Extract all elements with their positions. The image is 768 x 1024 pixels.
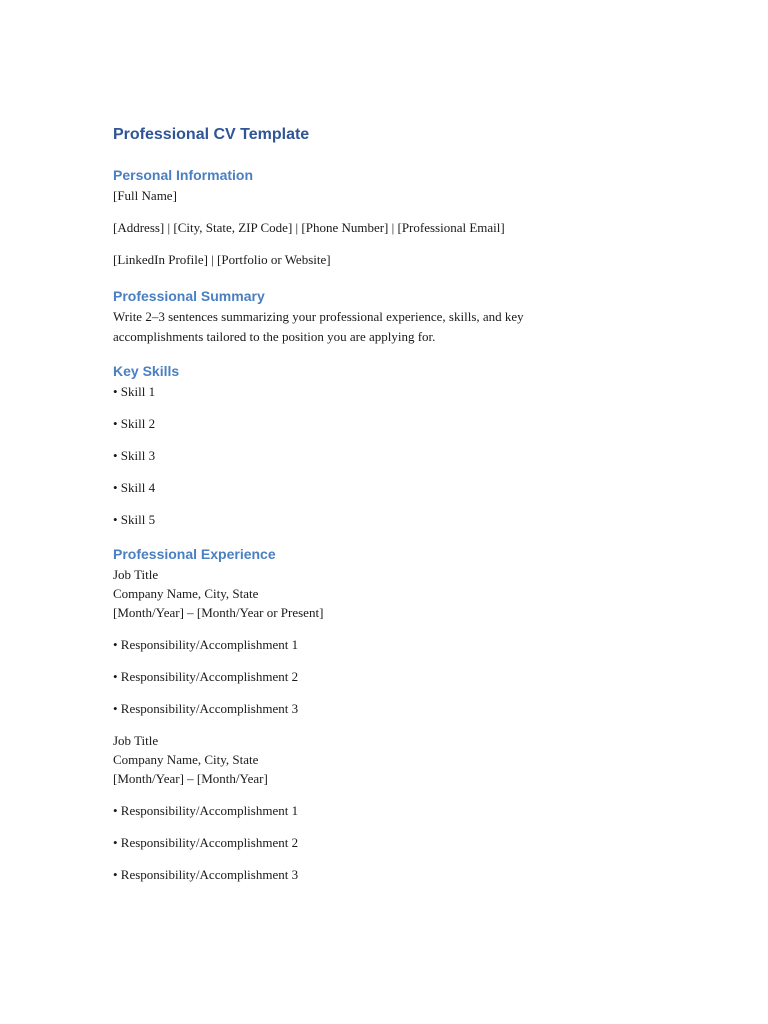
full-name-placeholder: [Full Name] [113, 188, 177, 203]
job-title: Job Title [113, 567, 159, 582]
job-company: Company Name, City, State [113, 752, 259, 767]
job-bullet: • Responsibility/Accomplishment 1 [113, 803, 299, 818]
skill-item: • Skill 3 [113, 448, 156, 463]
skill-item: • Skill 2 [113, 416, 156, 431]
contact-line: [Address] | [City, State, ZIP Code] | [Phone Number] | [Professional Email] [113, 220, 505, 235]
job-bullet: • Responsibility/Accomplishment 1 [113, 637, 299, 652]
job-bullet: • Responsibility/Accomplishment 2 [113, 835, 299, 850]
document-title: Professional CV Template [113, 126, 310, 143]
personal-info-heading: Personal Information [113, 167, 254, 183]
job-entry [113, 565, 673, 718]
job-company: Company Name, City, State [113, 586, 259, 601]
skills-heading: Key Skills [113, 363, 180, 379]
skill-item: • Skill 5 [113, 512, 156, 527]
job-title: Job Title [113, 733, 159, 748]
job-entry [113, 731, 673, 884]
job-bullet: • Responsibility/Accomplishment 3 [113, 867, 299, 882]
summary-heading: Professional Summary [113, 288, 265, 304]
document-page [113, 124, 673, 884]
job-bullet: • Responsibility/Accomplishment 2 [113, 669, 299, 684]
summary-text: Write 2–3 sentences summarizing your professional experience, skills, and key accomplishments tailored to the position you are applying for. [113, 309, 524, 344]
skill-item: • Skill 1 [113, 384, 156, 399]
links-line: [LinkedIn Profile] | [Portfolio or Website] [113, 252, 331, 267]
job-bullet: • Responsibility/Accomplishment 3 [113, 701, 299, 716]
job-dates: [Month/Year] – [Month/Year or Present] [113, 605, 324, 620]
job-dates: [Month/Year] – [Month/Year] [113, 771, 268, 786]
experience-heading: Professional Experience [113, 546, 276, 562]
skill-item: • Skill 4 [113, 480, 156, 495]
